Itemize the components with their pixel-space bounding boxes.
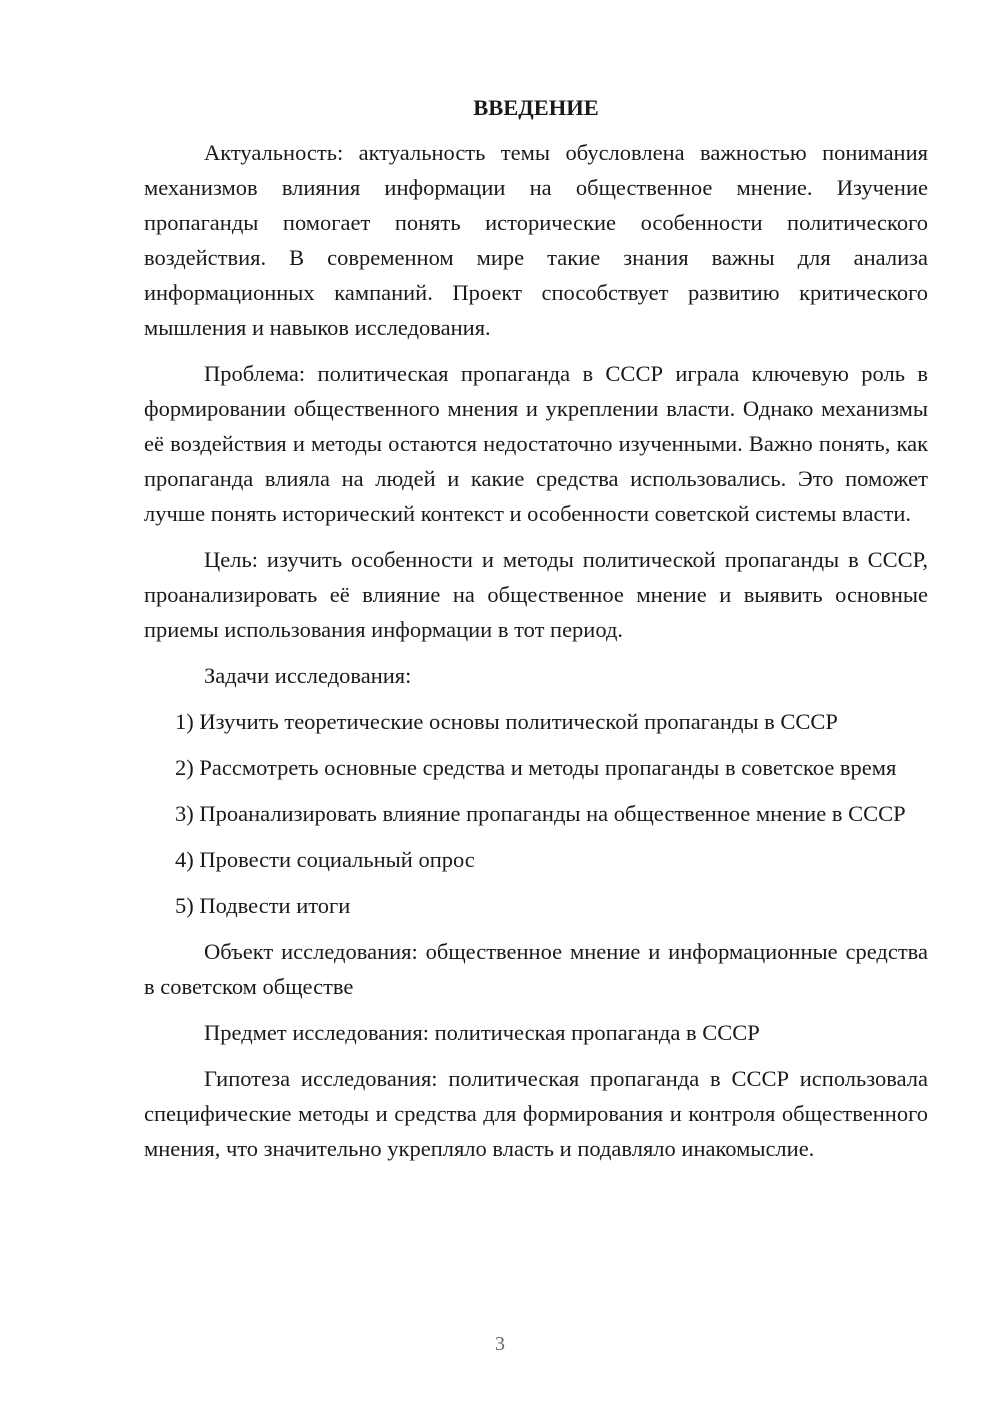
subject-paragraph: Предмет исследования: политическая пропаганда в СССР	[204, 1020, 760, 1045]
section-title: ВВЕДЕНИЕ	[473, 95, 599, 120]
object-paragraph: Объект исследования: общественное мнение и информационные средства в советском обществе	[144, 939, 928, 999]
relevance-paragraph: Актуальность: актуальность темы обусловлена важностью понимания механизмов влияния информации на общественное мнение. Изучение пропаганды помогает понять исторические особенности политического воздействия. В современном мире такие знания важны для анализа информационных кампаний. Проект способствует развитию критического мышления и навыков исследования.	[144, 140, 928, 340]
task-item-4: 4) Провести социальный опрос	[175, 847, 475, 872]
task-item-3: 3) Проанализировать влияние пропаганды на общественное мнение в СССР	[175, 801, 906, 826]
task-item-5: 5) Подвести итоги	[175, 893, 351, 918]
hypothesis-paragraph: Гипотеза исследования: политическая пропаганда в СССР использовала специфические методы и средства для формирования и контроля общественного мнения, что значительно укрепляло власть и подавляло инакомыслие.	[144, 1066, 928, 1161]
document-page	[144, 90, 928, 1177]
page-number: 3	[495, 1333, 505, 1355]
tasks-heading: Задачи исследования:	[204, 663, 412, 688]
goal-paragraph: Цель: изучить особенности и методы политической пропаганды в СССР, проанализировать её влияние на общественное мнение и выявить основные приемы использования информации в тот период.	[144, 547, 928, 642]
task-item-2: 2) Рассмотреть основные средства и методы пропаганды в советское время	[175, 755, 897, 780]
task-item-1: 1) Изучить теоретические основы политической пропаганды в СССР	[175, 709, 838, 734]
problem-paragraph: Проблема: политическая пропаганда в СССР играла ключевую роль в формировании общественного мнения и укреплении власти. Однако механизмы её воздействия и методы остаются недостаточно изученными. Важно понять, как пропаганда влияла на людей и какие средства использовались. Это поможет лучше понять исторический контекст и особенности советской системы власти.	[144, 361, 928, 526]
